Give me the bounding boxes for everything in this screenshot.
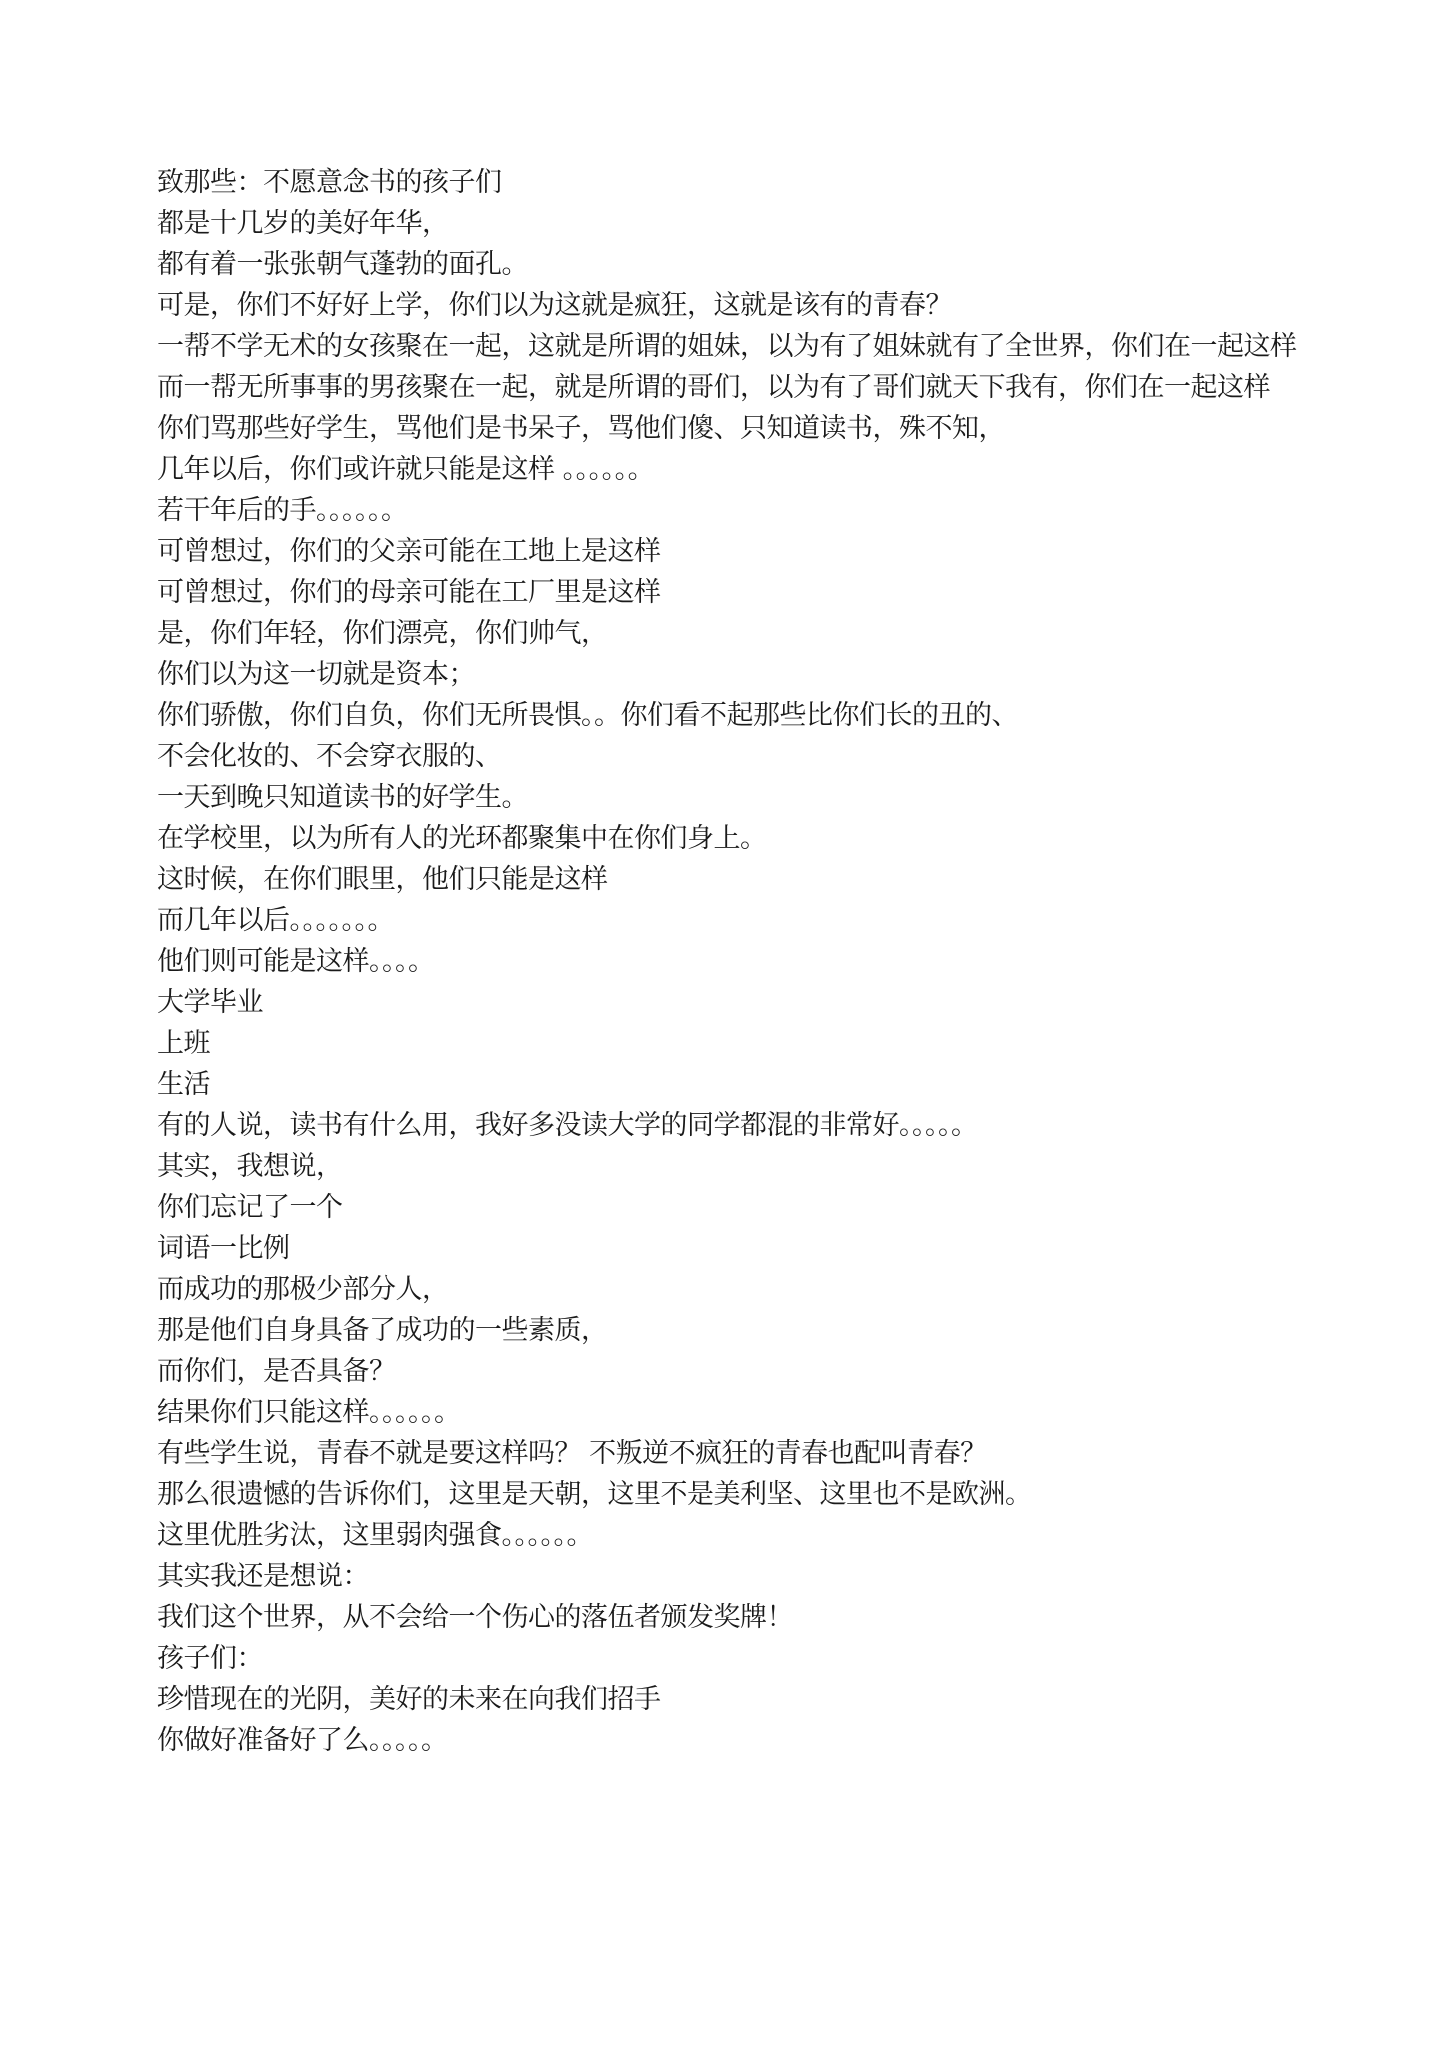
text-line: 那是他们自身具备了成功的一些素质， [157,1315,608,1346]
text-line: 你们以为这一切就是资本； [157,659,475,690]
text-line: 都有着一张张朝气蓬勃的面孔。 [157,249,528,280]
text-line: 若干年后的手。。。。。。 [157,495,408,526]
document-body [157,162,1377,1761]
text-line: 可曾想过，你们的母亲可能在工厂里是这样 [157,577,661,608]
text-line: 一天到晚只知道读书的好学生。 [157,782,528,813]
text-line: 是，你们年轻，你们漂亮，你们帅气， [157,618,608,649]
text-line: 有些学生说，青春不就是要这样吗？ 不叛逆不疯狂的青春也配叫青春？ [157,1438,987,1469]
text-line: 一帮不学无术的女孩聚在一起，这就是所谓的姐妹，以为有了姐妹就有了全世界，你们在一起这样 [157,331,1297,362]
text-line: 那么很遗憾的告诉你们，这里是天朝，这里不是美利坚、这里也不是欧洲。 [157,1479,1032,1510]
text-line: 其实我还是想说： [157,1561,369,1592]
text-line: 都是十几岁的美好年华， [157,208,449,239]
text-line: 其实，我想说， [157,1151,343,1182]
text-line: 我们这个世界，从不会给一个伤心的落伍者颁发奖牌！ [157,1602,793,1633]
text-line: 而一帮无所事事的男孩聚在一起，就是所谓的哥们，以为有了哥们就天下我有，你们在一起这样 [157,372,1270,403]
text-line: 你们骂那些好学生，骂他们是书呆子，骂他们傻、只知道读书，殊不知， [157,413,1005,444]
text-line: 而你们，是否具备？ [157,1356,396,1387]
text-line: 而成功的那极少部分人， [157,1274,449,1305]
text-line: 不会化妆的、不会穿衣服的、 [157,741,502,772]
text-line: 在学校里，以为所有人的光环都聚集中在你们身上。 [157,823,767,854]
text-line: 词语一比例 [157,1233,290,1264]
text-line: 大学毕业 [157,987,263,1018]
text-line: 可是，你们不好好上学，你们以为这就是疯狂，这就是该有的青春？ [157,290,952,321]
text-line: 他们则可能是这样。。。。 [157,946,435,977]
text-line: 这时候，在你们眼里，他们只能是这样 [157,864,608,895]
text-line: 你们忘记了一个 [157,1192,343,1223]
text-line: 孩子们： [157,1643,263,1674]
text-line: 上班 [157,1028,210,1059]
text-line: 生活 [157,1069,210,1100]
text-line: 你们骄傲，你们自负，你们无所畏惧。。你们看不起那些比你们长的丑的、 [157,700,1018,731]
text-line: 可曾想过，你们的父亲可能在工地上是这样 [157,536,661,567]
text-line: 珍惜现在的光阴，美好的未来在向我们招手 [157,1684,661,1715]
document-title: 致那些：不愿意念书的孩子们 [157,167,502,198]
text-line: 这里优胜劣汰，这里弱肉强食。。。。。。 [157,1520,593,1551]
text-line: 你做好准备好了么。。。。。 [157,1725,448,1756]
text-line: 而几年以后。。。。。。。 [157,905,394,936]
text-line: 几年以后，你们或许就只能是这样 。。。。。。 [157,454,655,485]
text-line: 结果你们只能这样。。。。。。 [157,1397,461,1428]
text-line: 有的人说，读书有什么用，我好多没读大学的同学都混的非常好。。。。。 [157,1110,978,1141]
